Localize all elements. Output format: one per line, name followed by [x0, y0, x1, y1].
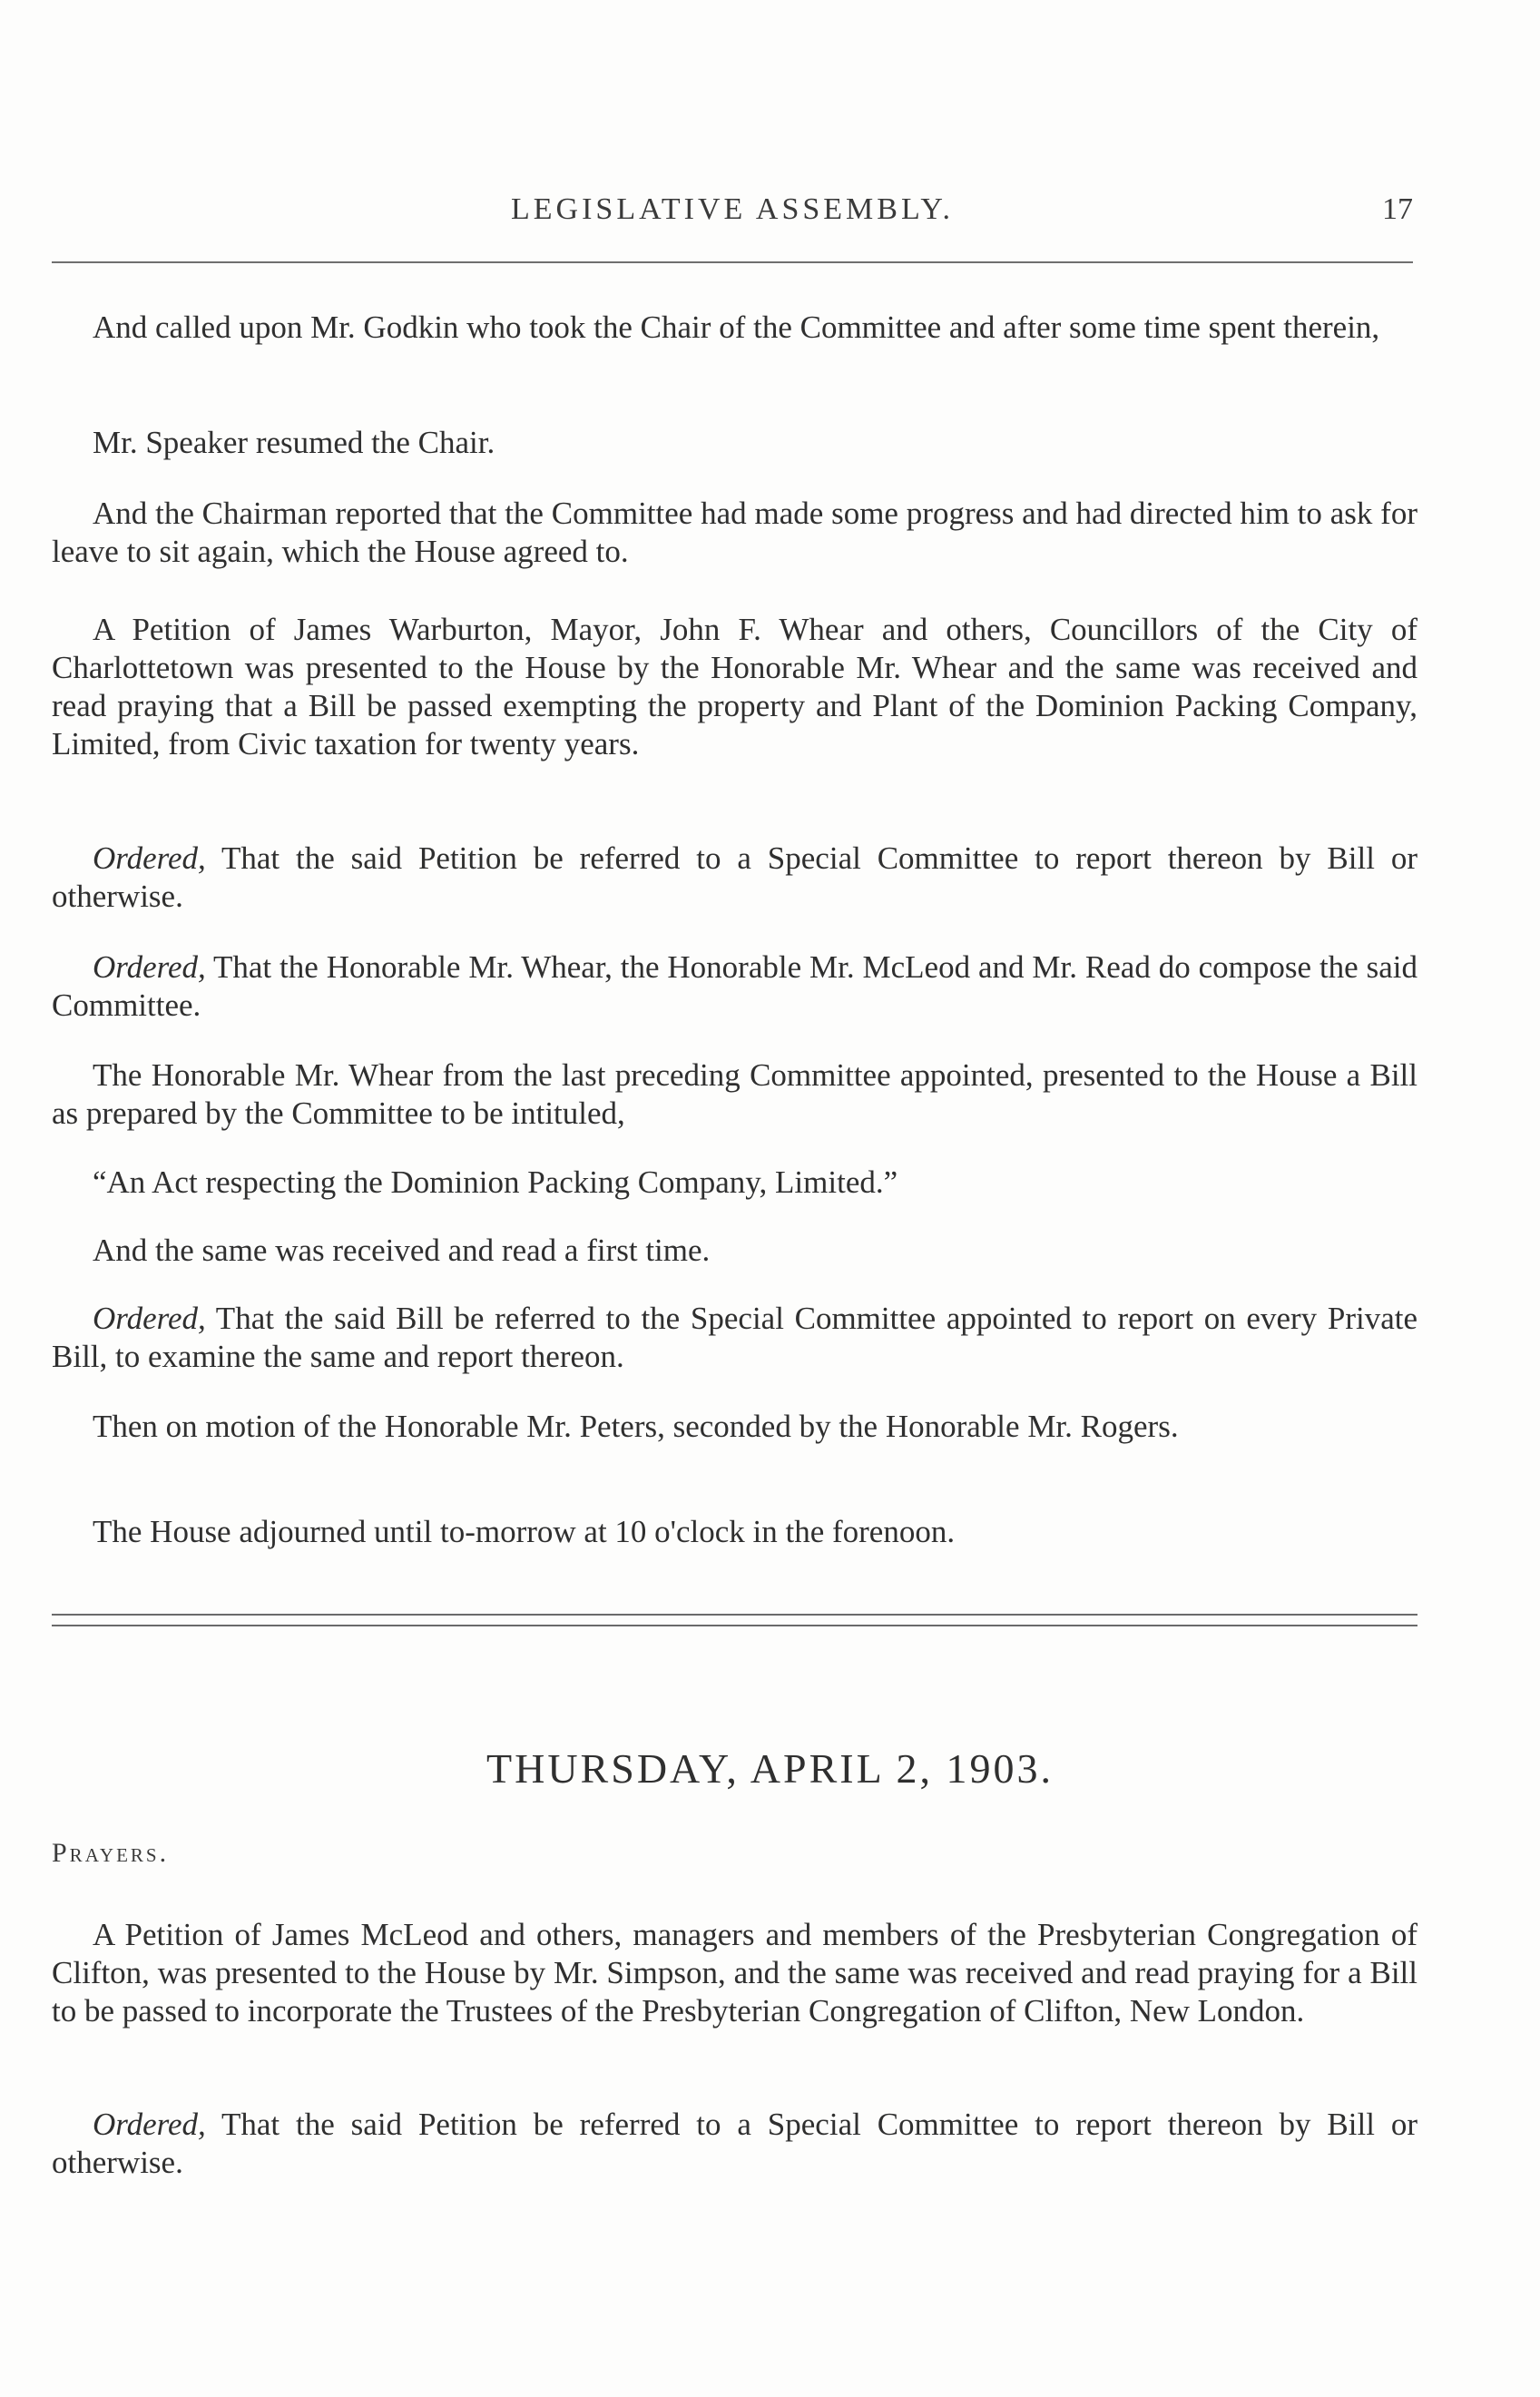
- paragraph-label: Ordered,: [93, 949, 206, 985]
- paragraph-text: That the said Bill be referred to the Special Committee appointed to report on every Private Bill, to examine the same and report thereon.: [52, 1301, 1417, 1374]
- paragraph: [52, 1408, 1417, 1446]
- paragraph: [52, 611, 1417, 763]
- paragraph: [52, 495, 1417, 571]
- paragraph-text: A Petition of James Warburton, Mayor, John F. Whear and others, Councillors of the City of Charlottetown was presented to the House by the Honorable Mr. Whear and the same was received and read praying that a Bill be passed exempting the property and Plant of the Dominion Packing Company, Limited, from Civic taxation for twenty years.: [52, 612, 1417, 761]
- paragraph: [52, 840, 1417, 916]
- paragraph-text: That the said Petition be referred to a Special Committee to report thereon by Bill or otherwise.: [52, 840, 1417, 914]
- paragraph-text: Then on motion of the Honorable Mr. Peters, seconded by the Honorable Mr. Rogers.: [93, 1409, 1179, 1444]
- page-number: 17: [1382, 192, 1413, 226]
- prayers-label: Prayers.: [52, 1838, 170, 1868]
- page-header: [52, 192, 1413, 238]
- paragraph: [52, 2106, 1417, 2182]
- paragraph: [52, 1164, 1417, 1202]
- paragraph-text: The House adjourned until to-morrow at 10 o'clock in the forenoon.: [93, 1514, 956, 1549]
- paragraph: [52, 1916, 1417, 2030]
- running-title: LEGISLATIVE ASSEMBLY.: [511, 192, 954, 226]
- paragraph: [52, 1232, 1417, 1270]
- paragraph-label: Ordered,: [93, 840, 206, 876]
- paragraph: [52, 1056, 1417, 1133]
- paragraph-text: That the Honorable Mr. Whear, the Honorable Mr. McLeod and Mr. Read do compose the said Committee.: [52, 949, 1417, 1023]
- paragraph-text: And the same was received and read a first time.: [93, 1233, 711, 1268]
- paragraph-label: Ordered,: [93, 2107, 206, 2142]
- paragraph: [52, 948, 1417, 1025]
- section-divider: [52, 1614, 1417, 1626]
- paragraph-label: Ordered,: [93, 1301, 206, 1336]
- paragraph-text: That the said Petition be referred to a Special Committee to report thereon by Bill or otherwise.: [52, 2107, 1417, 2180]
- header-rule: [52, 261, 1413, 263]
- paragraph: [52, 424, 1417, 462]
- paragraph-text: And the Chairman reported that the Committee had made some progress and had directed him to ask for leave to sit again, which the House agreed to.: [52, 496, 1417, 569]
- day-heading: THURSDAY, APRIL 2, 1903.: [486, 1745, 1054, 1792]
- paragraph: [52, 1300, 1417, 1376]
- paragraph: [52, 309, 1417, 347]
- paragraph: [52, 1513, 1417, 1551]
- paragraph-text: “An Act respecting the Dominion Packing Company, Limited.”: [93, 1164, 898, 1200]
- paragraph-text: And called upon Mr. Godkin who took the Chair of the Committee and after some time spent therein,: [93, 309, 1380, 345]
- paragraph-text: Mr. Speaker resumed the Chair.: [93, 425, 495, 460]
- paragraph-text: A Petition of James McLeod and others, managers and members of the Presbyterian Congregation of Clifton, was presented to the House by Mr. Simpson, and the same was received and read praying for a Bill to be passed to incorporate the Trustees of the Presbyterian Congregation of Clifton, New London.: [52, 1917, 1417, 2029]
- paragraph-text: The Honorable Mr. Whear from the last preceding Committee appointed, presented to the House a Bill as prepared by the Committee to be intituled,: [52, 1057, 1417, 1131]
